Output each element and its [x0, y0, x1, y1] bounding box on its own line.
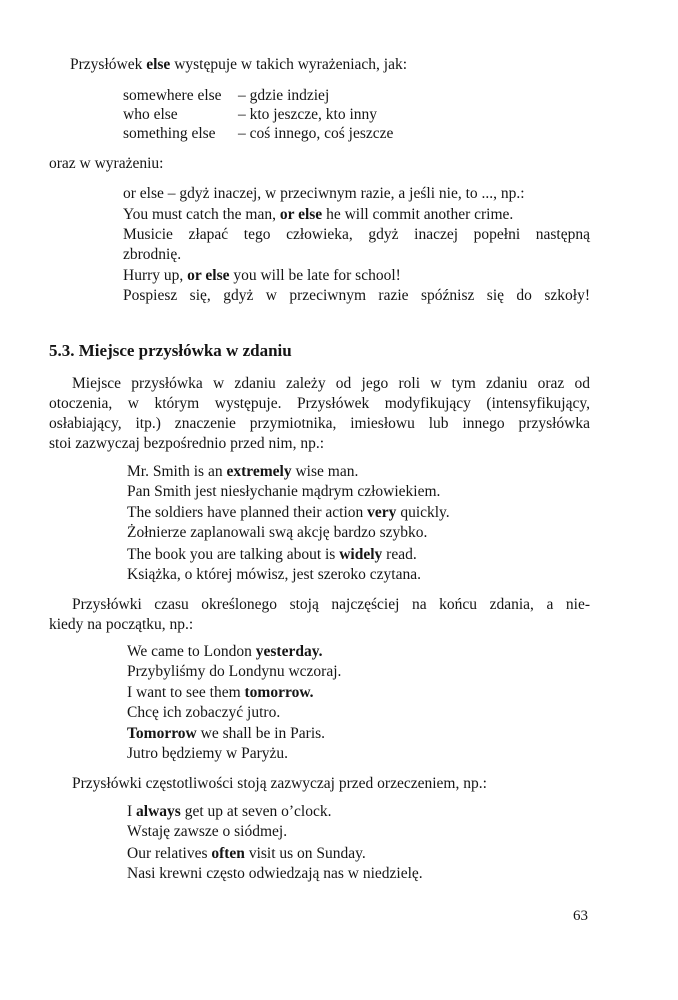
example-en: Mr. Smith is an extremely wise man. [127, 463, 359, 480]
or-else-example-en: You must catch the man, or else he will commit another crime. [123, 206, 514, 223]
or-else-example-pl-line1: Musicie złapać tego człowieka, gdyż inaczej popełni następną [123, 226, 590, 243]
keyword-else: else [146, 56, 171, 73]
example-pl: Żołnierze zaplanowali swą akcję bardzo szybko. [127, 524, 428, 541]
example-pl: Jutro będziemy w Paryżu. [127, 745, 288, 762]
intro-line: Przysłówek else występuje w takich wyrażeniach, jak: [70, 56, 408, 73]
example-en: The soldiers have planned their action very quickly. [127, 504, 450, 521]
expression-pl: – kto jeszcze, kto inny [238, 106, 378, 123]
oraz-line: oraz w wyrażeniu: [49, 155, 164, 172]
example-pl: Książka, o której mówisz, jest szeroko czytana. [127, 566, 421, 583]
paragraph-frequency-adverbs: Przysłówki częstotliwości stoją zazwyczaj przed orzeczeniem, np.: [72, 775, 487, 792]
or-else-example2-en: Hurry up, or else you will be late for school! [123, 267, 401, 284]
example-en: Our relatives often visit us on Sunday. [127, 845, 366, 862]
example-en: We came to London yesterday. [127, 643, 323, 660]
expression-pl: – gdzie indziej [238, 87, 330, 104]
example-pl: Przybyliśmy do Londynu wczoraj. [127, 663, 342, 680]
example-en: I always get up at seven o’clock. [127, 803, 332, 820]
or-else-definition: or else – gdyż inaczej, w przeciwnym razie, a jeśli nie, to ..., np.: [123, 185, 525, 202]
page-number: 63 [573, 908, 588, 924]
example-en: Tomorrow we shall be in Paris. [127, 725, 326, 742]
example-en: I want to see them tomorrow. [127, 684, 314, 701]
example-pl: Pan Smith jest niesłychanie mądrym człowiekiem. [127, 483, 441, 500]
example-pl: Wstaję zawsze o siódmej. [127, 823, 288, 840]
example-pl: Nasi krewni często odwiedzają nas w niedzielę. [127, 865, 423, 882]
example-pl: Chcę ich zobaczyć jutro. [127, 704, 281, 721]
expression-pl: – coś innego, coś jeszcze [238, 125, 394, 142]
or-else-example2-pl: Pospiesz się, gdyż w przeciwnym razie spóźnisz się do szkoły! [123, 287, 590, 304]
or-else-example-pl-line2: zbrodnię. [123, 246, 182, 263]
section-title: 5.3. Miejsce przysłówka w zdaniu [49, 341, 292, 360]
expression-en: who else [123, 106, 178, 123]
example-en: The book you are talking about is widely read. [127, 546, 417, 563]
expression-en: something else [123, 125, 216, 142]
expression-en: somewhere else [123, 87, 222, 104]
